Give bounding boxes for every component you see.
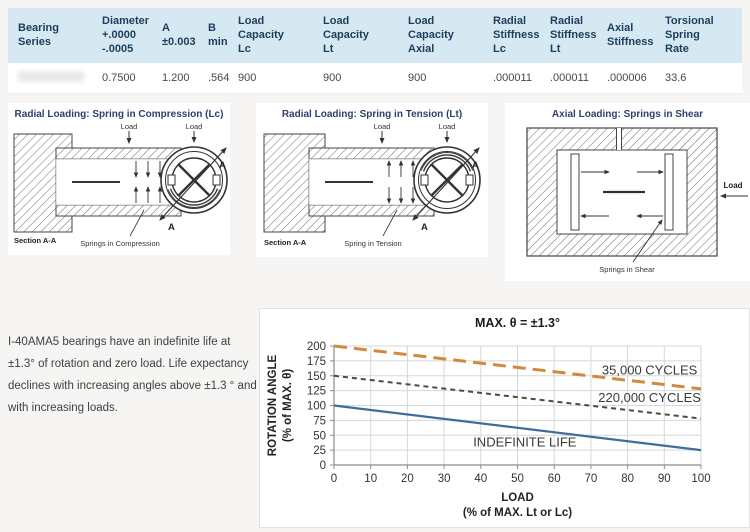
section-a-label: A <box>472 160 479 171</box>
y-tick-label: 200 <box>306 341 326 353</box>
y-tick-label: 25 <box>313 445 326 458</box>
col-load-capacity-lc: Load Capacity Lc <box>228 8 313 63</box>
col-diameter: Diameter +.0000 -.0005 <box>92 8 152 63</box>
col-bearing-series: Bearing Series <box>8 8 92 63</box>
sleeve-bottom <box>56 205 181 216</box>
cell-load-capacity-lc: 900 <box>228 63 313 94</box>
y-tick-label: 150 <box>306 370 326 383</box>
x-tick-label: 30 <box>437 473 451 485</box>
cell-b-min: .564 <box>198 63 228 94</box>
x-tick-label: 60 <box>547 473 561 485</box>
x-tick-label: 100 <box>691 473 711 485</box>
x-tick-label: 50 <box>511 473 524 485</box>
load-label: Load <box>438 122 456 131</box>
cell-axial-stiffness: .000006 <box>597 63 655 94</box>
cell-a: 1.200 <box>152 63 198 94</box>
col-b-min: B min <box>198 8 228 63</box>
y-axis-title: ROTATION ANGLE <box>267 354 279 457</box>
section-aa-label: Section A-A <box>14 236 57 245</box>
table-header <box>8 8 742 63</box>
col-radial-stiffness-lt: Radial Stiffness Lt <box>540 8 597 63</box>
section-a-label: A <box>421 222 428 233</box>
x-tick-label: 80 <box>621 473 634 485</box>
col-torsional-spring-rate: Torsional Spring Rate <box>655 8 742 63</box>
springs-shear-label: Springs in Shear <box>599 265 655 274</box>
chart-title: MAX. θ = ±1.3° <box>475 316 560 330</box>
diagram-radial-tension <box>256 103 488 257</box>
diagram-title: Axial Loading: Springs in Shear <box>551 109 704 120</box>
load-label: Load <box>185 122 203 131</box>
x-tick-label: 0 <box>330 473 338 485</box>
sleeve-bottom <box>309 205 434 216</box>
diagram-compression-drawing <box>8 120 230 250</box>
y-axis-subtitle: (% of MAX. θ) <box>282 368 294 443</box>
cell-load-capacity-axial: 900 <box>398 63 483 94</box>
load-label: Load <box>120 122 138 131</box>
y-tick-label: 75 <box>313 415 326 428</box>
col-radial-stiffness-lc: Radial Stiffness Lc <box>483 8 540 63</box>
table-row <box>8 63 742 94</box>
chart-canvas <box>260 309 749 527</box>
spring-tension-label: Spring in Tension <box>344 239 402 248</box>
cell-load-capacity-lt: 900 <box>313 63 398 94</box>
x-tick-label: 10 <box>364 473 378 485</box>
diagram-axial-shear <box>505 103 750 281</box>
y-tick-label: 50 <box>313 430 326 443</box>
diagram-radial-compression <box>8 103 230 255</box>
bearing-spec-table <box>8 8 742 94</box>
y-tick-label: 0 <box>319 460 326 472</box>
y-tick-label: 125 <box>306 385 326 398</box>
x-tick-label: 90 <box>657 473 671 485</box>
springs-compression-label: Springs in Compression <box>80 239 160 248</box>
x-axis-title: LOAD <box>501 492 534 504</box>
diagram-shear-drawing <box>505 120 750 278</box>
col-axial-stiffness: Axial Stiffness <box>597 8 655 63</box>
load-label: Load <box>723 181 743 190</box>
col-load-capacity-axial: Load Capacity Axial <box>398 8 483 63</box>
y-tick-label: 100 <box>306 400 326 413</box>
x-tick-label: 70 <box>584 473 598 485</box>
x-axis-subtitle: (% of MAX. Lt or Lc) <box>462 507 573 519</box>
load-label: Load <box>373 122 391 131</box>
spring-plate-left <box>571 154 579 230</box>
cell-diameter: 0.7500 <box>92 63 152 94</box>
series-label: 35,000 CYCLES <box>601 362 698 378</box>
rotation-vs-load-chart <box>259 308 750 528</box>
y-tick-label: 175 <box>306 355 326 368</box>
life-expectancy-note: I-40AMA5 bearings have an indefinite life at ±1.3° of rotation and zero load. Life expectancy declines with increasing angles above ±1.3 ° and with increasing loads. <box>8 336 257 414</box>
section-a-label: A <box>168 222 175 233</box>
cell-torsional-spring-rate: 33.6 <box>655 63 742 94</box>
bearing-series-redacted <box>18 71 84 82</box>
series-label: INDEFINITE LIFE <box>473 434 577 450</box>
spring-plate-right <box>665 154 673 230</box>
cell-radial-stiffness-lc: .000011 <box>483 63 540 94</box>
series-label: 220,000 CYCLES <box>598 389 701 405</box>
cell-radial-stiffness-lt: .000011 <box>540 63 597 94</box>
diagram-tension-drawing <box>256 120 488 252</box>
col-a: A ±0.003 <box>152 8 198 63</box>
section-aa-label: Section A-A <box>264 238 307 247</box>
diagram-title: Radial Loading: Spring in Compression (Lc) <box>14 109 224 120</box>
x-tick-label: 20 <box>401 473 414 485</box>
section-a-label: A <box>219 160 226 171</box>
sleeve-top <box>309 148 434 159</box>
sleeve-top <box>56 148 181 159</box>
x-tick-label: 40 <box>474 473 488 485</box>
col-load-capacity-lt: Load Capacity Lt <box>313 8 398 63</box>
diagram-title: Radial Loading: Spring in Tension (Lt) <box>281 109 463 120</box>
cell-bearing-series <box>8 63 92 94</box>
